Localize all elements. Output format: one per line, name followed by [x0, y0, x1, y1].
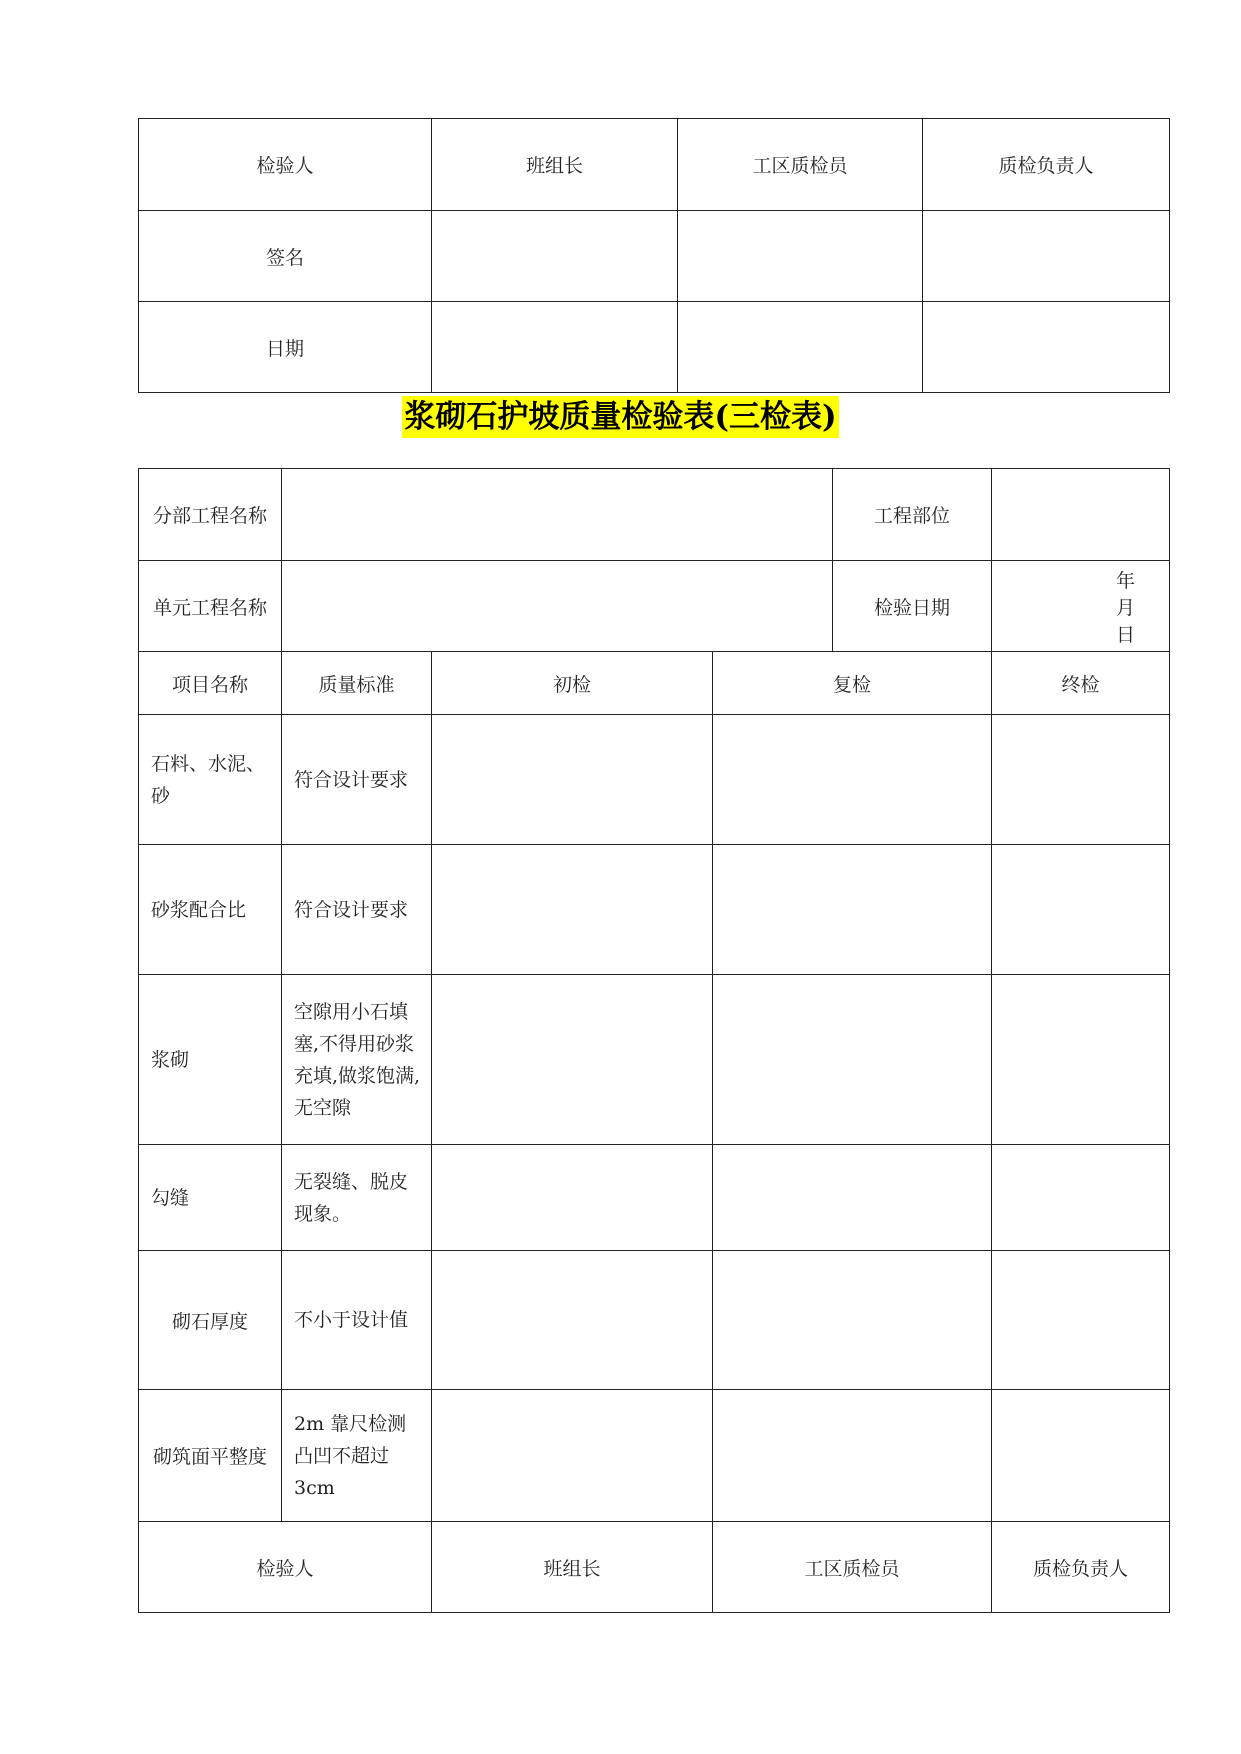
- second-check-cell[interactable]: [713, 975, 992, 1145]
- second-check-cell[interactable]: [713, 845, 992, 975]
- date-cell[interactable]: [432, 302, 678, 393]
- item-name: 石料、水泥、砂: [139, 715, 282, 845]
- item-name: 砌筑面平整度: [139, 1390, 282, 1522]
- row-label-signature: 签名: [139, 211, 432, 302]
- second-check-cell[interactable]: [713, 1390, 992, 1522]
- col-header-final-check: 终检: [992, 652, 1170, 715]
- col-header-second-check: 复检: [713, 652, 992, 715]
- division-label: 分部工程名称: [139, 469, 282, 561]
- header-team-leader: 班组长: [432, 119, 678, 211]
- signature-cell[interactable]: [923, 211, 1170, 302]
- inspection-date-field[interactable]: [992, 561, 1170, 652]
- table-row: [139, 715, 1170, 845]
- first-check-cell[interactable]: [432, 1251, 713, 1390]
- unit-label: 单元工程名称: [139, 561, 282, 652]
- header-area-inspector: 工区质检员: [678, 119, 923, 211]
- header-inspector: 检验人: [139, 119, 432, 211]
- table-row: [139, 975, 1170, 1145]
- title-container: [0, 396, 1241, 438]
- signature-cell[interactable]: [678, 211, 923, 302]
- first-check-cell[interactable]: [432, 845, 713, 975]
- quality-standard: 符合设计要求: [282, 715, 432, 845]
- footer-inspector: 检验人: [139, 1522, 432, 1613]
- second-check-cell[interactable]: [713, 715, 992, 845]
- first-check-cell[interactable]: [432, 1390, 713, 1522]
- date-year: 年: [1116, 569, 1136, 592]
- header-qc-manager: 质检负责人: [923, 119, 1170, 211]
- final-check-cell[interactable]: [992, 975, 1170, 1145]
- page-title: 浆砌石护坡质量检验表(三检表): [402, 396, 838, 438]
- second-check-cell[interactable]: [713, 1145, 992, 1251]
- table-row: [139, 845, 1170, 975]
- top-signature-table: [138, 118, 1170, 393]
- col-header-item: 项目名称: [139, 652, 282, 715]
- date-day: 日: [1116, 623, 1136, 646]
- first-check-cell[interactable]: [432, 1145, 713, 1251]
- table-row: [139, 1390, 1170, 1522]
- footer-team-leader: 班组长: [432, 1522, 713, 1613]
- footer-area-inspector: 工区质检员: [713, 1522, 992, 1613]
- unit-value[interactable]: [282, 561, 833, 652]
- row-label-date: 日期: [139, 302, 432, 393]
- inspection-table: [138, 468, 1170, 1613]
- date-label: 检验日期: [833, 561, 992, 652]
- footer-qc-manager: 质检负责人: [992, 1522, 1170, 1613]
- quality-standard: 2m 靠尺检测凸凹不超过 3cm: [282, 1390, 432, 1522]
- final-check-cell[interactable]: [992, 1390, 1170, 1522]
- col-header-standard: 质量标准: [282, 652, 432, 715]
- date-cell[interactable]: [678, 302, 923, 393]
- final-check-cell[interactable]: [992, 1145, 1170, 1251]
- item-name: 浆砌: [139, 975, 282, 1145]
- location-value[interactable]: [992, 469, 1170, 561]
- second-check-cell[interactable]: [713, 1251, 992, 1390]
- date-month: 月: [1116, 596, 1136, 619]
- item-name: 砌石厚度: [139, 1251, 282, 1390]
- quality-standard: 符合设计要求: [282, 845, 432, 975]
- table-row: [139, 1145, 1170, 1251]
- item-name: 勾缝: [139, 1145, 282, 1251]
- first-check-cell[interactable]: [432, 975, 713, 1145]
- final-check-cell[interactable]: [992, 845, 1170, 975]
- location-label: 工程部位: [833, 469, 992, 561]
- col-header-first-check: 初检: [432, 652, 713, 715]
- quality-standard: 空隙用小石填塞,不得用砂浆充填,做浆饱满,无空隙: [282, 975, 432, 1145]
- final-check-cell[interactable]: [992, 715, 1170, 845]
- quality-standard: 无裂缝、脱皮现象。: [282, 1145, 432, 1251]
- first-check-cell[interactable]: [432, 715, 713, 845]
- quality-standard: 不小于设计值: [282, 1251, 432, 1390]
- date-cell[interactable]: [923, 302, 1170, 393]
- division-value[interactable]: [282, 469, 833, 561]
- final-check-cell[interactable]: [992, 1251, 1170, 1390]
- signature-cell[interactable]: [432, 211, 678, 302]
- table-row: [139, 1251, 1170, 1390]
- item-name: 砂浆配合比: [139, 845, 282, 975]
